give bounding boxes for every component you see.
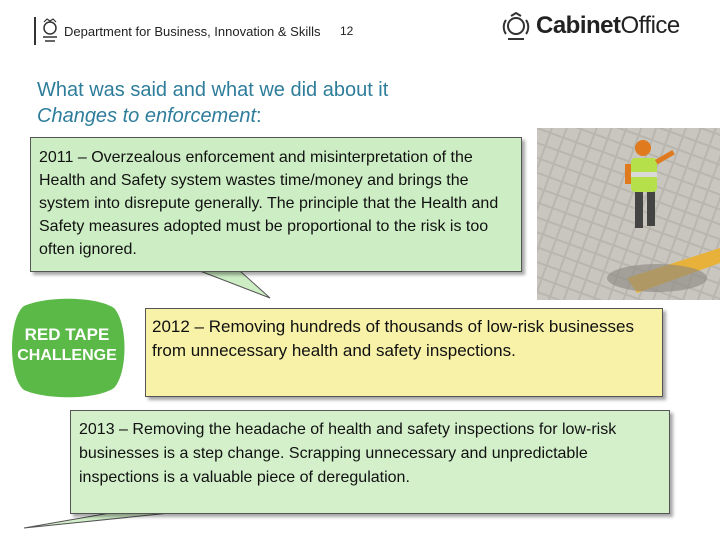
logo-line1: RED TAPE bbox=[24, 325, 110, 344]
department-name: Department for Business, Innovation & Skills bbox=[64, 24, 321, 39]
cabinet-office-logo-bold: Cabinet bbox=[536, 12, 621, 39]
callout-2013: 2013 – Removing the headache of health and safety inspections for low-risk businesses is a step change. Scrapping unnecessary and unpredictable inspections is a valuable piece of deregulation. bbox=[70, 410, 670, 514]
page-number: 12 bbox=[340, 24, 354, 38]
callout-2012: 2012 – Removing hundreds of thousands of low-risk businesses from unnecessary health and safety inspections. bbox=[145, 308, 663, 397]
logo-line2: CHALLENGE bbox=[17, 347, 117, 364]
worker-photo bbox=[537, 128, 720, 300]
callout-2013-tail bbox=[24, 513, 170, 528]
red-tape-challenge-logo bbox=[6, 298, 128, 398]
callout-2011: 2011 – Overzealous enforcement and misinterpretation of the Health and Safety system wastes time/money and brings the system into disrepute generally. The principle that the Health and Safety measures adopted must be proportional to the risk is too often ignored. bbox=[30, 137, 522, 272]
callout-2011-tail bbox=[200, 271, 270, 298]
cabinet-office-logo-regular: Office bbox=[620, 12, 680, 39]
subtitle-colon: : bbox=[256, 105, 262, 127]
subtitle-text: Changes to enforcement bbox=[37, 105, 257, 127]
page-title: What was said and what we did about it bbox=[37, 79, 389, 101]
